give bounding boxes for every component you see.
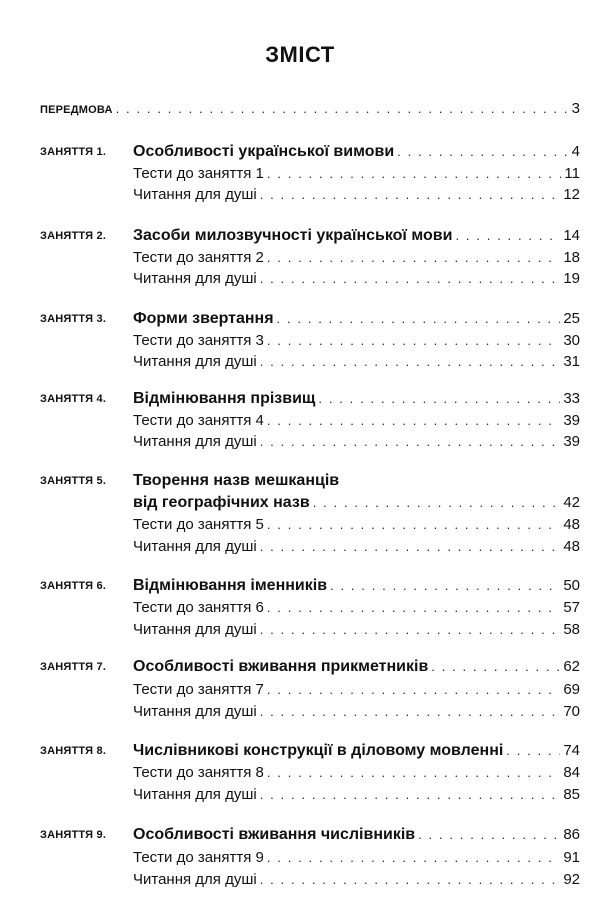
toc-entry <box>133 516 580 533</box>
toc-row-lesson-8-reading <box>0 786 600 810</box>
page-number: 57 <box>563 599 580 616</box>
toc-row-lesson-7 <box>0 658 600 682</box>
toc-row-lesson-6 <box>0 577 600 601</box>
toc-row-lesson-5 <box>0 472 600 496</box>
page-number: 48 <box>563 538 580 555</box>
reading-title: Читання для душі <box>133 703 257 720</box>
toc-row-lesson-9 <box>0 826 600 850</box>
page-number: 31 <box>563 353 580 370</box>
dot-leader <box>260 271 561 286</box>
lesson-title: Особливості української вимови <box>133 143 395 160</box>
toc-row-lesson-9-reading <box>0 871 600 895</box>
page-number: 39 <box>563 433 580 450</box>
reading-title: Читання для душі <box>133 353 257 370</box>
dot-leader <box>267 250 560 265</box>
lesson-label: ЗАНЯТТЯ 9. <box>40 829 107 841</box>
dot-leader <box>267 600 560 615</box>
toc-entry <box>40 100 580 117</box>
page-number: 33 <box>563 390 580 407</box>
dot-leader <box>431 659 560 674</box>
page-number: 42 <box>563 494 580 511</box>
dot-leader <box>267 166 562 181</box>
lesson-title-continuation: від географічних назв <box>133 494 310 511</box>
toc-entry <box>133 849 580 866</box>
tests-title: Тести до заняття 3 <box>133 332 264 349</box>
dot-leader <box>260 354 561 369</box>
page-number: 50 <box>563 577 580 594</box>
lesson-title: Засоби милозвучності української мови <box>133 227 453 244</box>
toc-entry <box>133 599 580 616</box>
reading-title: Читання для душі <box>133 786 257 803</box>
toc-row-lesson-7-reading <box>0 703 600 727</box>
toc-row-lesson-1 <box>0 143 600 167</box>
toc-entry <box>133 764 580 781</box>
page-number: 30 <box>563 332 580 349</box>
lesson-title: Числівникові конструкції в діловому мовленні <box>133 742 504 759</box>
lesson-label: ЗАНЯТТЯ 4. <box>40 393 107 405</box>
reading-title: Читання для душі <box>133 433 257 450</box>
lesson-label: ЗАНЯТТЯ 5. <box>40 475 107 487</box>
page-title: ЗМІСТ <box>265 42 335 67</box>
dot-leader <box>455 228 560 243</box>
toc-entry <box>133 786 580 803</box>
page-number: 14 <box>563 227 580 244</box>
dot-leader <box>506 743 560 758</box>
tests-title: Тести до заняття 7 <box>133 681 264 698</box>
toc-entry <box>133 658 580 676</box>
dot-leader <box>260 787 561 802</box>
toc-row-lesson-6-reading <box>0 621 600 645</box>
dot-leader <box>116 101 569 116</box>
tests-title: Тести до заняття 2 <box>133 249 264 266</box>
tests-title: Тести до заняття 8 <box>133 764 264 781</box>
toc-entry <box>133 433 580 450</box>
toc-row-lesson-8-tests <box>0 764 600 788</box>
toc-entry <box>133 165 580 182</box>
dot-leader <box>267 333 560 348</box>
toc-entry <box>133 412 580 429</box>
lesson-title: Особливості вживання прикметників <box>133 658 429 675</box>
toc-entry <box>133 577 580 595</box>
page-number: 58 <box>563 621 580 638</box>
toc-entry <box>133 703 580 720</box>
lesson-label: ЗАНЯТТЯ 1. <box>40 146 107 158</box>
toc-row-lesson-1-reading <box>0 186 600 210</box>
tests-title: Тести до заняття 1 <box>133 165 264 182</box>
tests-title: Тести до заняття 4 <box>133 412 264 429</box>
page-number: 84 <box>563 764 580 781</box>
dot-leader <box>277 311 561 326</box>
dot-leader <box>260 704 561 719</box>
dot-leader <box>260 872 561 887</box>
toc-row-lesson-9-tests <box>0 849 600 873</box>
page-number: 18 <box>563 249 580 266</box>
toc-row-foreword <box>0 100 600 124</box>
page-number: 4 <box>571 143 580 160</box>
toc-row-lesson-5-reading <box>0 538 600 562</box>
toc-row-lesson-5-tests <box>0 516 600 540</box>
toc-entry <box>133 249 580 266</box>
lesson-title: Форми звертання <box>133 310 274 327</box>
page-number: 25 <box>563 310 580 327</box>
toc-entry <box>133 332 580 349</box>
dot-leader <box>330 578 560 593</box>
reading-title: Читання для душі <box>133 186 257 203</box>
dot-leader <box>267 682 560 697</box>
toc-row-lesson-8 <box>0 742 600 766</box>
toc-entry <box>133 472 580 490</box>
dot-leader <box>318 391 560 406</box>
page-number: 11 <box>564 165 580 182</box>
toc-row-lesson-4 <box>0 390 600 414</box>
reading-title: Читання для душі <box>133 270 257 287</box>
toc-entry <box>133 353 580 370</box>
toc-row-lesson-2-reading <box>0 270 600 294</box>
page-number: 86 <box>563 826 580 843</box>
tests-title: Тести до заняття 5 <box>133 516 264 533</box>
lesson-label: ЗАНЯТТЯ 7. <box>40 661 107 673</box>
dot-leader <box>267 413 560 428</box>
toc-entry <box>133 742 580 760</box>
page-number: 74 <box>563 742 580 759</box>
page-number: 12 <box>563 186 580 203</box>
page-number: 69 <box>563 681 580 698</box>
toc-entry <box>133 310 580 328</box>
lesson-label: ЗАНЯТТЯ 2. <box>40 230 107 242</box>
dot-leader <box>267 850 560 865</box>
foreword-label: ПЕРЕДМОВА <box>40 104 113 116</box>
toc-entry <box>133 270 580 287</box>
toc-entry <box>133 681 580 698</box>
reading-title: Читання для душі <box>133 621 257 638</box>
toc-entry <box>133 227 580 245</box>
page-number: 19 <box>563 270 580 287</box>
tests-title: Тести до заняття 9 <box>133 849 264 866</box>
lesson-label: ЗАНЯТТЯ 8. <box>40 745 107 757</box>
lesson-label: ЗАНЯТТЯ 3. <box>40 313 107 325</box>
dot-leader <box>397 144 569 159</box>
tests-title: Тести до заняття 6 <box>133 599 264 616</box>
toc-row-lesson-6-tests <box>0 599 600 623</box>
dot-leader <box>260 539 561 554</box>
page-number: 91 <box>563 849 580 866</box>
page-number: 62 <box>563 658 580 675</box>
lesson-title: Особливості вживання числівників <box>133 826 416 843</box>
page-number: 48 <box>563 516 580 533</box>
lesson-title: Творення назв мешканців <box>133 472 340 489</box>
toc-entry <box>133 390 580 408</box>
toc-row-lesson-3 <box>0 310 600 334</box>
lesson-title: Відмінювання прізвищ <box>133 390 316 407</box>
reading-title: Читання для душі <box>133 871 257 888</box>
toc-entry <box>133 871 580 888</box>
lesson-title: Відмінювання іменників <box>133 577 328 594</box>
page-number: 70 <box>563 703 580 720</box>
dot-leader <box>267 517 560 532</box>
page-number: 3 <box>571 100 580 117</box>
page-number: 39 <box>563 412 580 429</box>
toc-entry <box>133 494 580 512</box>
dot-leader <box>313 495 561 510</box>
page-number: 85 <box>563 786 580 803</box>
toc-row-lesson-7-tests <box>0 681 600 705</box>
toc-row-lesson-4-reading <box>0 433 600 457</box>
toc-row-lesson-2 <box>0 227 600 251</box>
dot-leader <box>267 765 560 780</box>
toc-row-lesson-5-cont <box>0 494 600 518</box>
page-number: 92 <box>563 871 580 888</box>
dot-leader <box>260 622 561 637</box>
lesson-label: ЗАНЯТТЯ 6. <box>40 580 107 592</box>
toc-entry <box>133 538 580 555</box>
dot-leader <box>260 187 561 202</box>
toc-entry <box>133 186 580 203</box>
dot-leader <box>418 827 560 842</box>
dot-leader <box>260 434 561 449</box>
toc-entry <box>133 826 580 844</box>
toc-row-lesson-3-reading <box>0 353 600 377</box>
toc-entry <box>133 621 580 638</box>
reading-title: Читання для душі <box>133 538 257 555</box>
toc-entry <box>133 143 580 161</box>
